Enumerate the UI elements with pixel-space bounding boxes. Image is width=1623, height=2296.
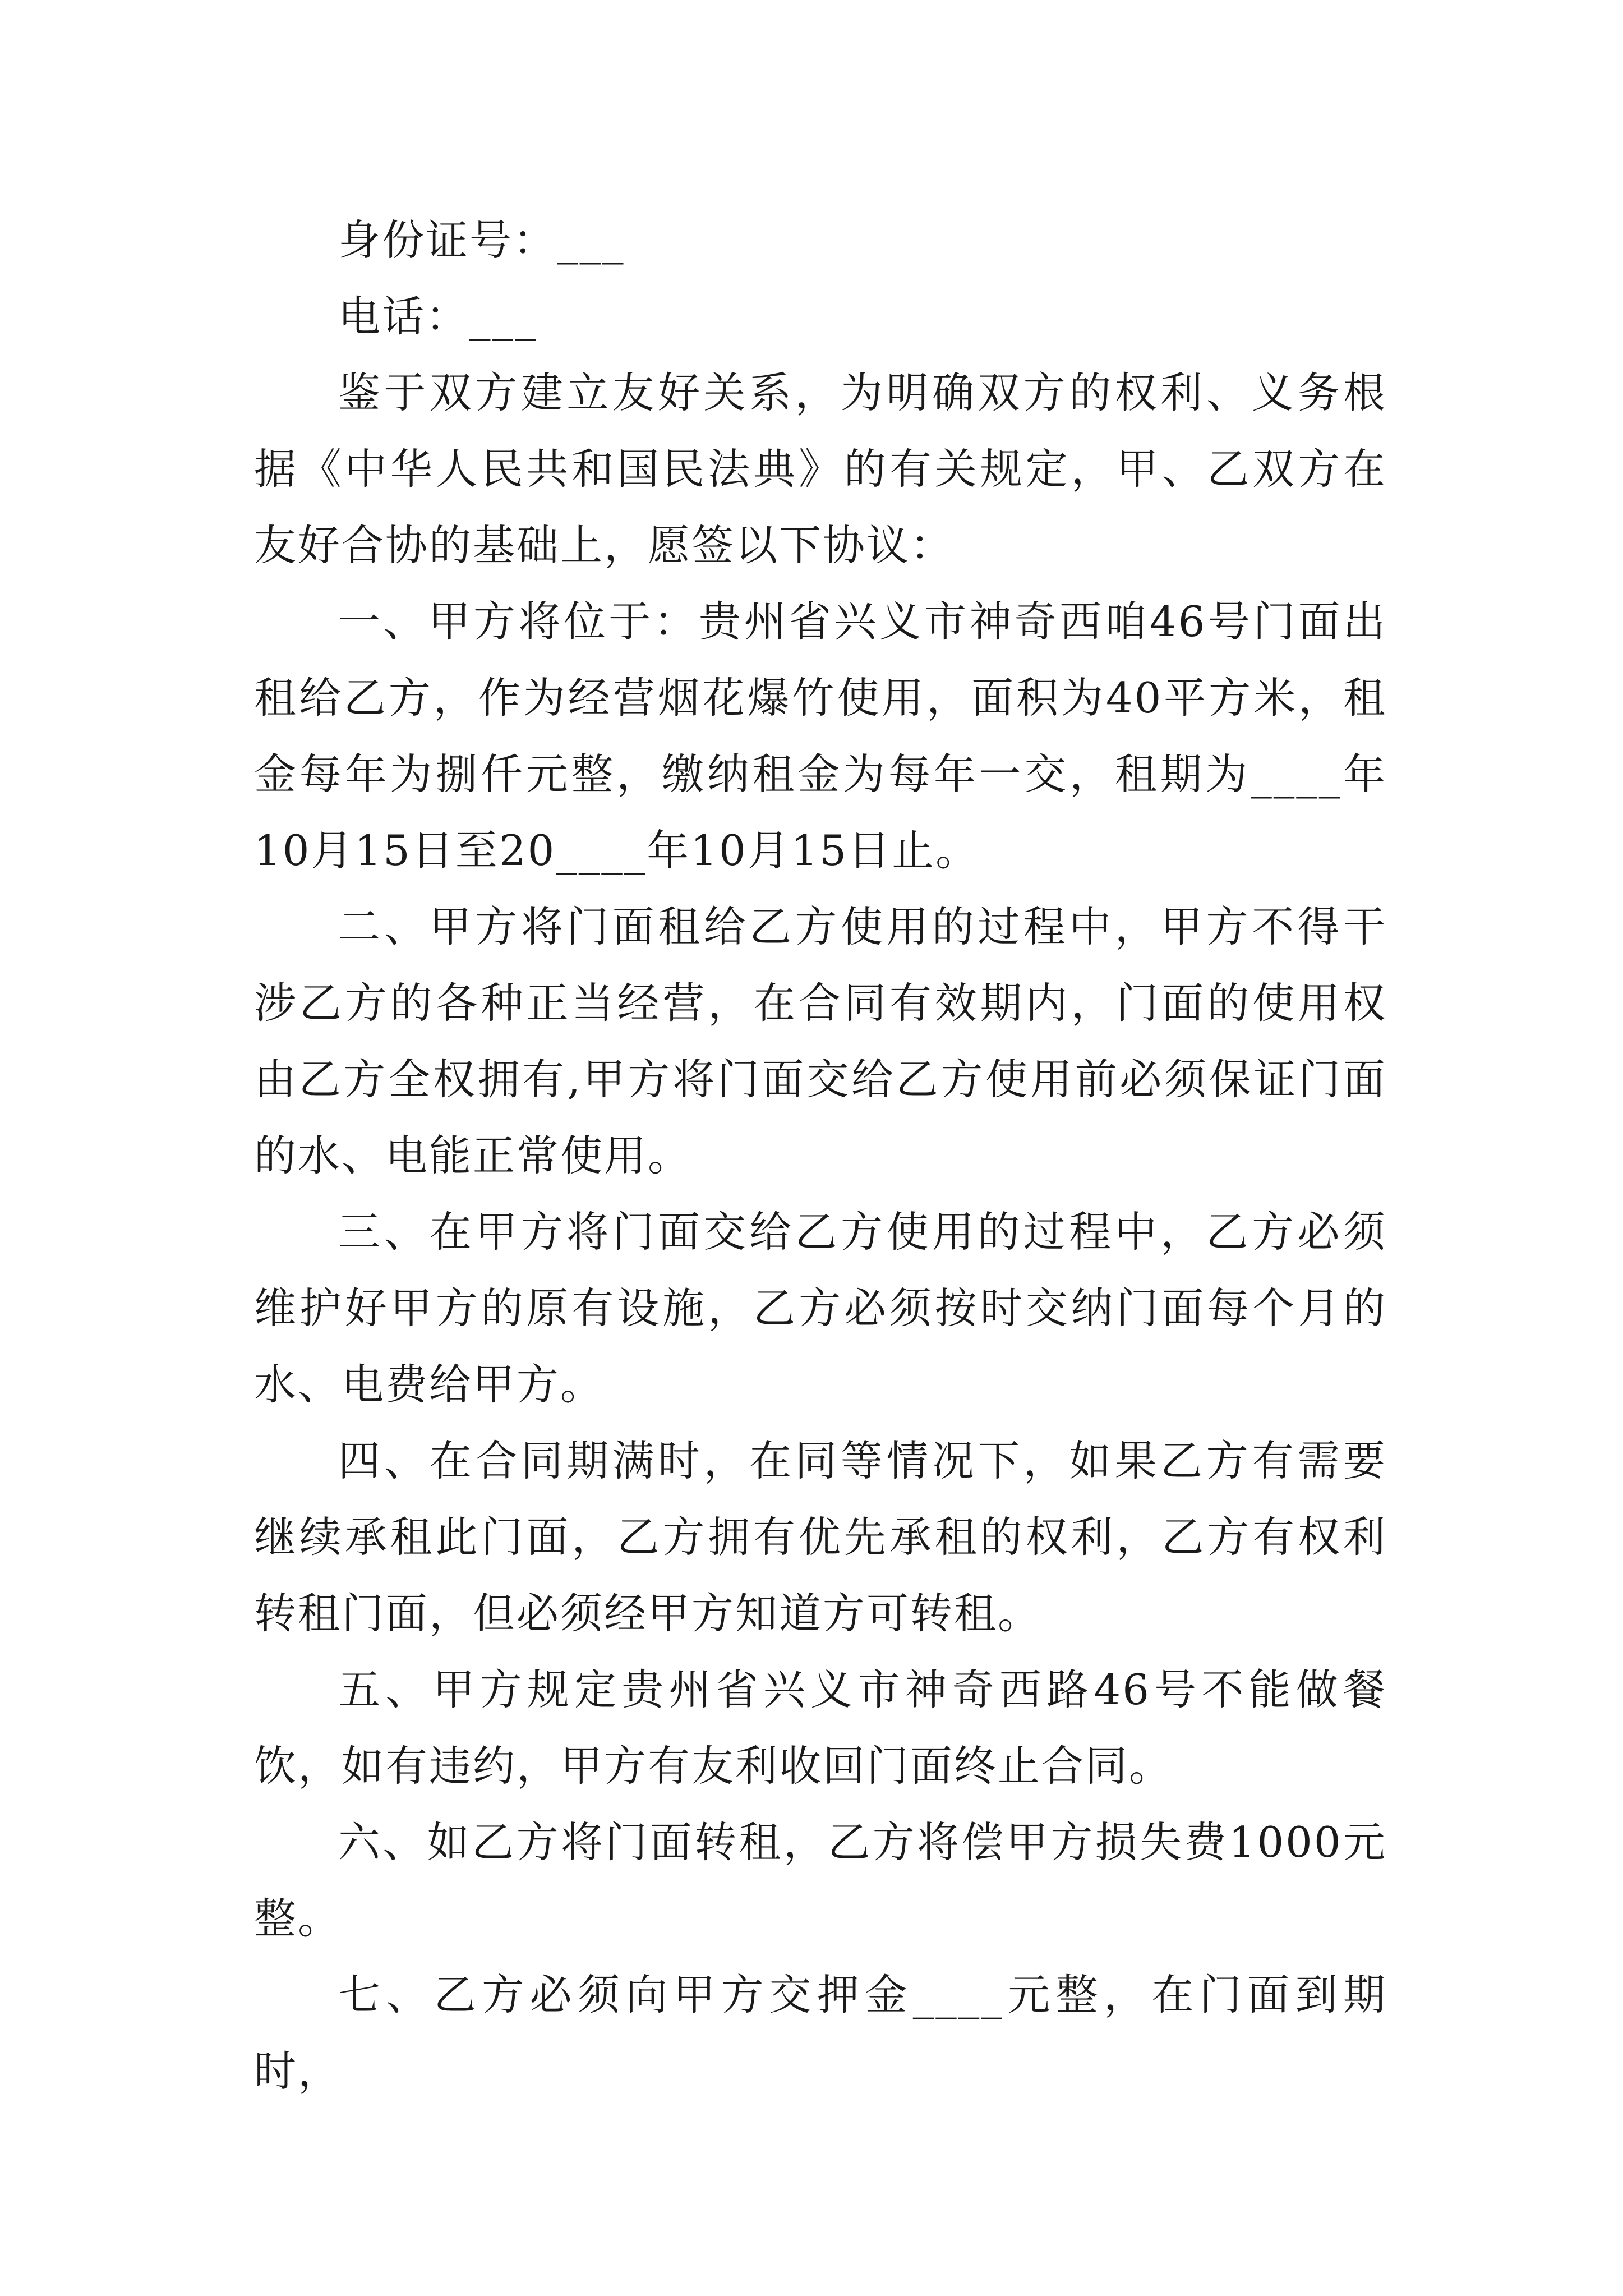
clause-7: 七、乙方必须向甲方交押金____元整，在门面到期时， bbox=[254, 1970, 1387, 2096]
clause-6: 六、如乙方将门面转租，乙方将偿甲方损失费1000元整。 bbox=[254, 1818, 1387, 1943]
phone-line: 电话：___ bbox=[338, 292, 538, 341]
clause-2: 二、甲方将门面租给乙方使用的过程中，甲方不得干涉乙方的各种正当经营，在合同有效期内，门面的使用权由乙方全权拥有,甲方将门面交给乙方使用前必须保证门面的水、电能正常使用。 bbox=[254, 902, 1387, 1180]
clause-1: 一、甲方将位于：贵州省兴义市神奇西咱46号门面出租给乙方，作为经营烟花爆竹使用，面积为40平方米，租金每年为捌仟元整，缴纳租金为每年一交，租期为____年10月15日至20____年10月15日止。 bbox=[254, 597, 1387, 875]
preamble-paragraph: 鉴于双方建立友好关系，为明确双方的权利、义务根据《中华人民共和国民法典》的有关规定，甲、乙双方在友好合协的基础上，愿签以下协议： bbox=[254, 368, 1387, 570]
clause-5: 五、甲方规定贵州省兴义市神奇西路46号不能做餐饮，如有违约，甲方有友利收回门面终止合同。 bbox=[254, 1665, 1387, 1791]
contract-body bbox=[254, 202, 1387, 2109]
id-number-line: 身份证号：___ bbox=[338, 215, 625, 265]
clause-4: 四、在合同期满时，在同等情况下，如果乙方有需要继续承租此门面，乙方拥有优先承租的权利，乙方有权利转租门面，但必须经甲方知道方可转租。 bbox=[254, 1436, 1387, 1638]
clause-3: 三、在甲方将门面交给乙方使用的过程中，乙方必须维护好甲方的原有设施，乙方必须按时交纳门面每个月的水、电费给甲方。 bbox=[254, 1207, 1387, 1409]
